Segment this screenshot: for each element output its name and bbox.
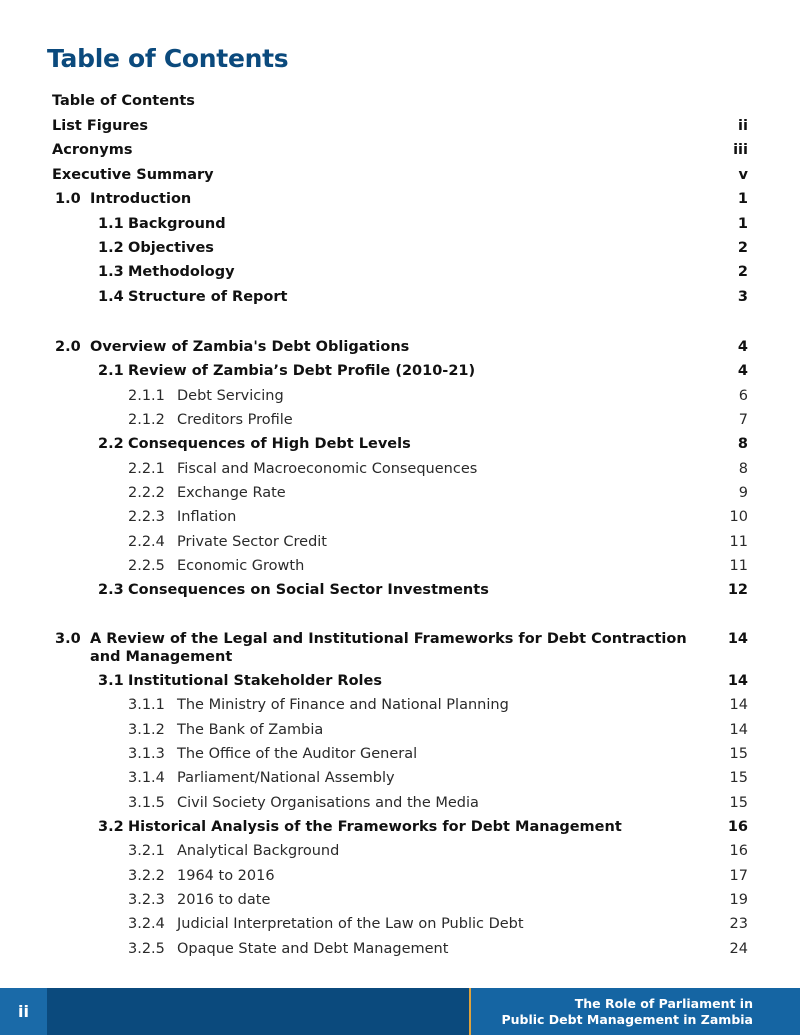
toc-entry-page: 24 <box>729 941 748 957</box>
toc-entry-title: Methodology <box>128 264 235 280</box>
toc-entry-title: Introduction <box>90 191 192 207</box>
toc-entry-page: 14 <box>729 722 748 738</box>
toc-entry-page: 10 <box>729 509 748 525</box>
toc-entry-number: 1.0 <box>55 191 81 207</box>
page-title: Table of Contents <box>47 44 289 73</box>
toc-entry-title: The Bank of Zambia <box>177 722 324 738</box>
toc-entry-page: 16 <box>727 819 748 835</box>
toc-entry-title: Judicial Interpretation of the Law on Public Debt <box>177 916 524 932</box>
toc-entry-title: Fiscal and Macroeconomic Consequences <box>177 461 478 477</box>
toc-entry-number: 2.0 <box>55 339 81 355</box>
toc-entry-number: 3.1.5 <box>128 795 165 811</box>
toc-entry-number: 3.2.4 <box>128 916 165 932</box>
footer-title <box>501 996 753 1028</box>
toc-entry-page: 19 <box>729 892 748 908</box>
toc-entry-number: 1.3 <box>98 264 124 280</box>
toc-entry-page: 1 <box>737 191 748 207</box>
toc-entry-number: 2.2 <box>98 436 124 452</box>
toc-entry-page: 6 <box>738 388 748 404</box>
toc-entry-page: 15 <box>729 770 748 786</box>
toc-entry-page: 3 <box>737 289 748 305</box>
toc-entry-number: 3.1.2 <box>128 722 165 738</box>
toc-entry-number: 3.1.4 <box>128 770 165 786</box>
toc-entry-title: Inflation <box>177 509 237 525</box>
toc-entry-number: 3.2.2 <box>128 868 165 884</box>
toc-entry-page: 17 <box>729 868 748 884</box>
toc-entry-title: Exchange Rate <box>177 485 286 501</box>
toc-entry-number: 2.2.3 <box>128 509 165 525</box>
toc-entry-page: 8 <box>738 461 748 477</box>
toc-entry-number: 2.2.4 <box>128 534 165 550</box>
toc-entry-title: Opaque State and Debt Management <box>177 941 449 957</box>
toc-entry-title: Debt Servicing <box>177 388 284 404</box>
toc-entry-page: 11 <box>729 534 748 550</box>
toc-entry-number: 2.1.2 <box>128 412 165 428</box>
toc-entry-number: 1.4 <box>98 289 124 305</box>
toc-entry-page: 16 <box>729 843 748 859</box>
toc-entry-title: Analytical Background <box>177 843 340 859</box>
toc-entry-title: Structure of Report <box>128 289 288 305</box>
toc-entry-title: The Office of the Auditor General <box>177 746 418 762</box>
toc-entry-title: Background <box>128 216 226 232</box>
toc-entry-number: 1.1 <box>98 216 124 232</box>
toc-entry-number: 1.2 <box>98 240 124 256</box>
toc-entry-title: A Review of the Legal and Institutional Frameworks for Debt Contraction and Management <box>90 631 687 665</box>
toc-entry-number: 2.1.1 <box>128 388 165 404</box>
toc-entry-page: 9 <box>738 485 748 501</box>
toc-entry-title: Economic Growth <box>177 558 305 574</box>
footer-title-line2: Public Debt Management in Zambia <box>501 1012 753 1027</box>
toc-entry-number: 3.2.3 <box>128 892 165 908</box>
toc-entry-number: 3.2.1 <box>128 843 165 859</box>
toc-entry-page: 15 <box>729 795 748 811</box>
toc-entry-page: 8 <box>737 436 748 452</box>
toc-entry-title: Consequences of High Debt Levels <box>128 436 411 452</box>
toc-entry-page: 2 <box>737 264 748 280</box>
toc-entry-page: 14 <box>729 697 748 713</box>
toc-entry-page: 1 <box>737 216 748 232</box>
toc-entry-title: Executive Summary <box>52 167 214 183</box>
toc-entry-title: 2016 to date <box>177 892 271 908</box>
toc-entry-page: 23 <box>729 916 748 932</box>
toc-entry-page: ii <box>738 118 748 134</box>
toc-entry-page: 2 <box>737 240 748 256</box>
toc-entry-title: Table of Contents <box>52 93 195 109</box>
toc-entry-page: 12 <box>727 582 748 598</box>
toc-entry-title: Acronyms <box>52 142 133 158</box>
toc-entry-title: Objectives <box>128 240 214 256</box>
toc-entry-title: Overview of Zambia's Debt Obligations <box>90 339 410 355</box>
toc-entry-title: List Figures <box>52 118 149 134</box>
toc-entry-page: 15 <box>729 746 748 762</box>
toc-entry-title: The Ministry of Finance and National Planning <box>177 697 509 713</box>
toc-entry-title: Historical Analysis of the Frameworks for Debt Management <box>128 819 622 835</box>
toc-entry-number: 3.2 <box>98 819 124 835</box>
toc-entry-title: Civil Society Organisations and the Media <box>177 795 479 811</box>
toc-entry-title: Parliament/National Assembly <box>177 770 395 786</box>
toc-entry-title: 1964 to 2016 <box>177 868 275 884</box>
page-footer <box>0 988 800 1035</box>
toc-entry-page: 14 <box>727 631 748 647</box>
footer-title-block <box>471 988 800 1035</box>
toc-entry-page: 11 <box>729 558 748 574</box>
toc-entry-title: Review of Zambia’s Debt Profile (2010-21) <box>128 363 476 379</box>
toc-entry-number: 3.1.1 <box>128 697 165 713</box>
toc-entry-number: 2.2.5 <box>128 558 165 574</box>
toc-entry-page: 7 <box>738 412 748 428</box>
toc-entry-number: 3.0 <box>55 631 81 647</box>
toc-entry-title: Private Sector Credit <box>177 534 327 550</box>
toc-entry-title: Creditors Profile <box>177 412 293 428</box>
footer-title-line1: The Role of Parliament in <box>574 996 753 1011</box>
toc-entry-page: 4 <box>737 339 748 355</box>
toc-entry-number: 2.2.2 <box>128 485 165 501</box>
page-number: ii <box>0 988 47 1035</box>
toc-entry-page: v <box>738 167 748 183</box>
toc-entry-number: 2.2.1 <box>128 461 165 477</box>
toc-entry-title: Institutional Stakeholder Roles <box>128 673 382 689</box>
toc-entry-page: 14 <box>727 673 748 689</box>
toc-entry-number: 3.2.5 <box>128 941 165 957</box>
toc-entry-title: Consequences on Social Sector Investments <box>128 582 489 598</box>
toc-entry-number: 2.1 <box>98 363 124 379</box>
toc-entry-number: 3.1 <box>98 673 124 689</box>
toc-entry-number: 3.1.3 <box>128 746 165 762</box>
toc-entry-number: 2.3 <box>98 582 124 598</box>
toc-entry-page: 4 <box>737 363 748 379</box>
toc-entry-page: iii <box>733 142 748 158</box>
